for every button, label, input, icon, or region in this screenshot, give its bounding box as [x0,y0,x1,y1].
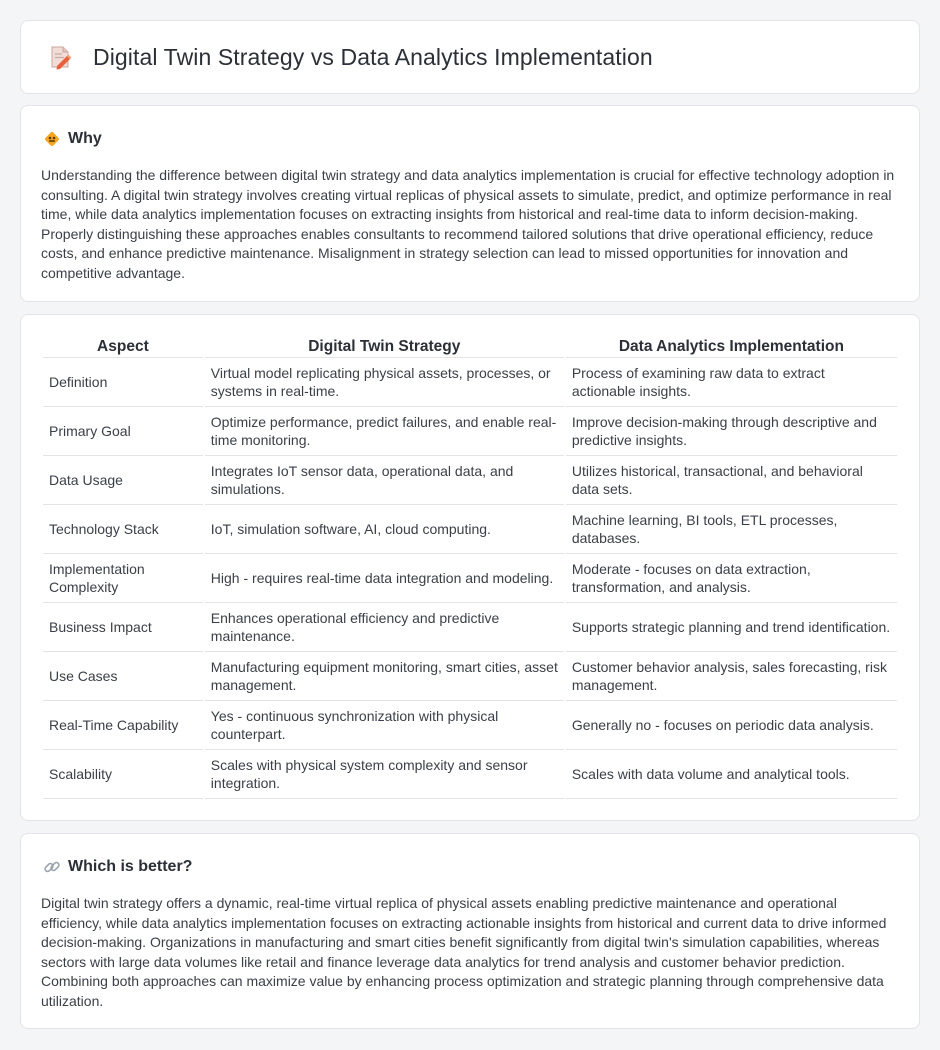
aspect-cell: Business Impact [43,603,203,652]
comparison-table [41,337,899,799]
why-section [20,105,920,302]
title-card [20,20,920,94]
which-is-better-text: Digital twin strategy offers a dynamic, real-time virtual replica of physical assets enabling predictive maintenance and operational efficiency, while data analytics implementation focuses on extracting actionable insights from historical and current data to drive informed decision-making. Organizations in manufacturing and smart cities benefit significantly from digital twin's simulation capabilities, whereas sectors with large data volumes like retail and finance leverage data analytics for trend analysis and customer behavior prediction. Combining both approaches can maximize value by enhancing process optimization and strategic planning through comprehensive data utilization. [41,895,887,1009]
table-row [43,505,897,554]
table-row [43,358,897,407]
data-analytics-cell: Generally no - focuses on periodic data analysis. [566,701,897,750]
table-row [43,554,897,603]
page-title: Digital Twin Strategy vs Data Analytics Implementation [93,43,653,70]
digital-twin-cell: Integrates IoT sensor data, operational data, and simulations. [205,456,564,505]
table-row [43,701,897,750]
digital-twin-cell: IoT, simulation software, AI, cloud computing. [205,505,564,554]
aspect-cell: Definition [43,358,203,407]
which-is-better-title: Which is better? [68,858,193,875]
aspect-cell: Primary Goal [43,407,203,456]
digital-twin-cell: Scales with physical system complexity and sensor integration. [205,750,564,799]
diamond-sign-icon [43,130,61,148]
aspect-cell: Data Usage [43,456,203,505]
table-row [43,407,897,456]
digital-twin-cell: Optimize performance, predict failures, and enable real-time monitoring. [205,407,564,456]
why-text: Understanding the difference between digital twin strategy and data analytics implementation is crucial for effective technology adoption in consulting. A digital twin strategy involves creating virtual replicas of physical assets to simulate, predict, and optimize performance in real time, while data analytics implementation focuses on extracting insights from historical and real-time data to inform decision-making. Properly distinguishing these approaches enables consultants to recommend tailored solutions that drive operational efficiency, reduce costs, and enhance predictive maintenance. Misalignment in strategy selection can lead to missed opportunities for innovation and competitive advantage. [41,167,895,281]
header-aspect: Aspect [43,337,203,358]
header-digital-twin: Digital Twin Strategy [205,337,564,358]
digital-twin-cell: Manufacturing equipment monitoring, smart cities, asset management. [205,652,564,701]
table-row [43,603,897,652]
link-icon [43,858,61,876]
table-row [43,456,897,505]
document-pencil-icon [47,44,73,70]
table-row [43,750,897,799]
aspect-cell: Use Cases [43,652,203,701]
data-analytics-cell: Scales with data volume and analytical tools. [566,750,897,799]
aspect-cell: Technology Stack [43,505,203,554]
digital-twin-cell: Enhances operational efficiency and predictive maintenance. [205,603,564,652]
data-analytics-cell: Moderate - focuses on data extraction, transformation, and analysis. [566,554,897,603]
data-analytics-cell: Supports strategic planning and trend identification. [566,603,897,652]
data-analytics-cell: Utilizes historical, transactional, and behavioral data sets. [566,456,897,505]
header-data-analytics: Data Analytics Implementation [566,337,897,358]
aspect-cell: Implementation Complexity [43,554,203,603]
data-analytics-cell: Customer behavior analysis, sales forecasting, risk management. [566,652,897,701]
digital-twin-cell: High - requires real-time data integration and modeling. [205,554,564,603]
aspect-cell: Scalability [43,750,203,799]
table-row [43,652,897,701]
comparison-table-card [20,314,920,821]
which-is-better-section [20,833,920,1029]
data-analytics-cell: Process of examining raw data to extract actionable insights. [566,358,897,407]
table-header-row [43,337,897,358]
aspect-cell: Real-Time Capability [43,701,203,750]
data-analytics-cell: Improve decision-making through descriptive and predictive insights. [566,407,897,456]
digital-twin-cell: Yes - continuous synchronization with physical counterpart. [205,701,564,750]
why-title: Why [68,130,102,147]
data-analytics-cell: Machine learning, BI tools, ETL processes, databases. [566,505,897,554]
digital-twin-cell: Virtual model replicating physical assets, processes, or systems in real-time. [205,358,564,407]
